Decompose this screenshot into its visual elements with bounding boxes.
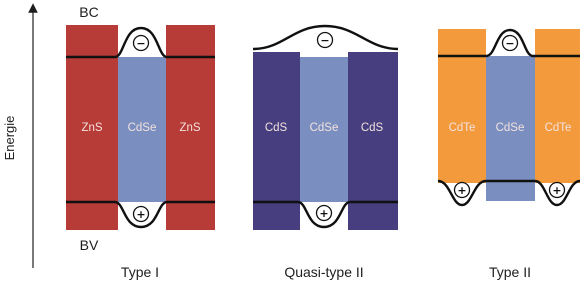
panel-type-i [66, 4, 215, 280]
panel-caption: Type II [488, 264, 532, 280]
electron-sign: − [505, 37, 515, 50]
panel-caption: Type I [120, 264, 160, 280]
electron-sign: − [320, 34, 330, 47]
panel-type-ii [438, 29, 580, 280]
panel-quasi-type-ii [253, 26, 398, 280]
band-label-bv: BV [79, 237, 99, 253]
cdte-left-block [438, 29, 486, 183]
material-label-right: CdS [360, 122, 384, 134]
hole-sign: + [136, 208, 146, 221]
material-label-left: CdS [264, 122, 288, 134]
panel-caption: Quasi-type II [284, 264, 364, 280]
cds-right-block [348, 52, 398, 230]
energy-axis-label: Energie [2, 115, 17, 161]
hole-sign-left: + [457, 184, 467, 197]
material-label-center: CdSe [495, 122, 525, 134]
electron-sign: − [136, 37, 146, 50]
material-label-center: CdSe [127, 122, 157, 134]
cds-left-block [253, 52, 300, 230]
material-label-left: CdTe [448, 122, 476, 134]
cdte-right-block [535, 29, 580, 183]
hole-sign-right: + [552, 184, 562, 197]
material-label-left: ZnS [81, 122, 103, 134]
material-label-right: ZnS [179, 122, 201, 134]
hole-sign: + [319, 207, 329, 220]
material-label-right: CdTe [544, 122, 572, 134]
band-label-bc: BC [79, 4, 99, 20]
material-label-center: CdSe [309, 122, 339, 134]
